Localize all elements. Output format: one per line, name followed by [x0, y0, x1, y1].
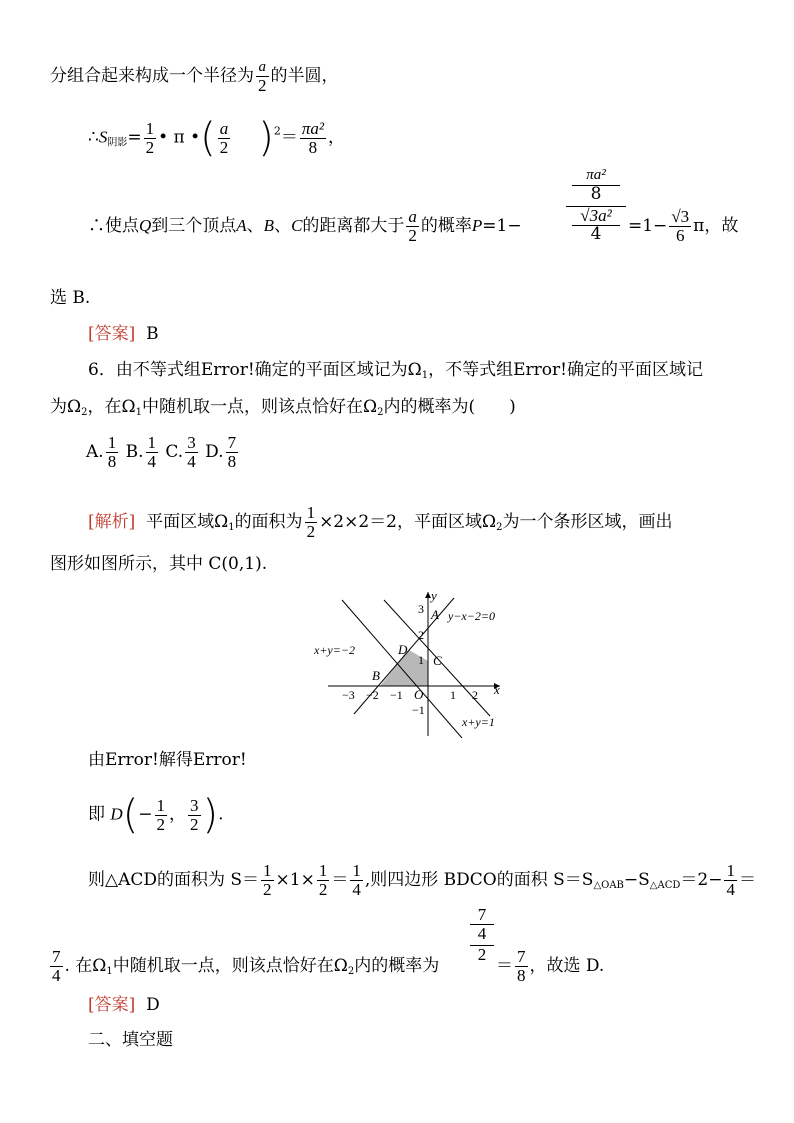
choose-line: 选 B.: [50, 288, 91, 308]
option-c[interactable]: C. $\frac{3}{4}$: [165, 433, 196, 471]
line-x-y-neg2: [342, 600, 462, 738]
probability-line-end: =1− $\frac{√3}{6}$ π，故: [628, 207, 739, 245]
analysis-line2: 图形如图所示，其中 C(0,1).: [50, 554, 268, 574]
area-line: 则△ACD的面积为 S＝ $\frac{1}{2}$ ×1× $\frac{1}{2}$ ＝ $\frac{1}{4}$ ,则四边形 BDCO的面积 $S=S_{\triangle OAB}-S_{\triangle ACD}=2-$ $\frac{1}{4}$ ＝: [88, 861, 756, 899]
var: B: [263, 215, 275, 235]
point-d-line: 即 D(− $\frac{1}{2}$ ， $\frac{3}{2}$ ).: [88, 792, 224, 838]
section-heading: 二、填空题: [88, 1030, 173, 1050]
var: C: [291, 215, 303, 235]
text: 分组合起来构成一个半径为: [50, 65, 254, 86]
point-d: D: [398, 642, 408, 657]
answer-value: B: [146, 324, 159, 344]
text: =1−: [482, 215, 522, 236]
analysis-label: [解析]: [88, 511, 136, 532]
x-tick: 1: [450, 688, 456, 702]
fraction: $\frac{a}{2}$: [258, 59, 267, 95]
therefore: ∴: [88, 127, 99, 148]
paren: ): [258, 115, 274, 161]
x-tick: −3: [342, 688, 355, 702]
point-a: A: [431, 607, 439, 622]
option-d[interactable]: D. $\frac{7}{8}$: [205, 433, 237, 471]
sup: 2: [273, 124, 281, 138]
label-line-c: x+y=1: [462, 715, 495, 729]
point-o: O: [414, 687, 424, 702]
text: 到三个顶点: [151, 215, 237, 236]
axis-y-label: y: [431, 588, 437, 603]
var: Q: [139, 215, 152, 235]
x-tick: 2: [472, 688, 478, 702]
fraction: $\frac{a}{2}$: [408, 207, 417, 245]
point-c: C: [433, 653, 442, 668]
q6-line2: 为$\Omega_2$，在$\Omega_1$中随机取一点，则该点恰好在$\Omega_2$内的概率为( ): [50, 397, 516, 418]
answer-line-2: [88, 997, 160, 1014]
axis-x-label: x: [494, 682, 500, 697]
fraction-a-2: $\frac{a}{2}$: [219, 118, 229, 157]
eq: =: [127, 127, 142, 148]
answer-label: [答案]: [88, 324, 136, 344]
q6-line1: 6．由不等式组Error!确定的平面区域记为$\Omega_1$，不等式组Error!确定的平面区域记: [88, 360, 703, 381]
solve-line: 由Error!解得Error!: [88, 750, 247, 770]
answer-value: D: [146, 995, 160, 1015]
compound-fraction: πa² 8 √3a² 4: [566, 168, 626, 245]
analysis-line1: [解析] 平面区域$\Omega_1$的面积为 $\frac{1}{2}$ ×2×2＝2，平面区域$\Omega_2$为一个条形区域，画出: [88, 503, 673, 541]
subscript: 阴影: [107, 137, 128, 149]
option-b[interactable]: B. $\frac{1}{4}$: [125, 433, 156, 471]
text: • π •: [158, 127, 201, 148]
final-line: $\frac{7}{4}$ . 在$\Omega_1$中随机取一点，则该点恰好在$\Omega_2$内的概率为: [52, 947, 440, 985]
area-formula: $\therefore S_{阴影}=$ $\frac{1}{2}$ • π •( $\frac{a}{2}$ )$^2$＝ $\frac{\text{πa²}}{8}$ ，: [88, 115, 345, 161]
option-a[interactable]: A. $\frac{1}{8}$: [86, 433, 117, 471]
q6-options: [86, 434, 240, 471]
y-tick: −1: [412, 703, 425, 717]
var: A: [236, 215, 247, 235]
var-s: S: [98, 127, 108, 147]
y-tick: 3: [418, 602, 424, 616]
final-compound-fraction: 7 4 2: [470, 906, 494, 964]
region-diagram: [314, 588, 534, 738]
paren: (: [200, 115, 216, 161]
x-tick: −2: [366, 688, 379, 702]
point-b: B: [372, 668, 380, 683]
var: P: [471, 215, 483, 235]
fraction-r3-6: $\frac{√3}{6}$: [671, 207, 690, 245]
x-tick: −1: [390, 688, 403, 702]
probability-line: ∴使点Q到三个顶点A、B、C的距离都大于 $\frac{a}{2}$ 的概率P=1−: [88, 207, 522, 245]
answer-line-1: [88, 326, 159, 343]
text-line-1: [50, 60, 339, 95]
fraction-result: $\frac{\text{πa²}}{8}$: [301, 118, 324, 157]
fraction-half: $\frac{1}{2}$: [145, 118, 155, 157]
text: ∴使点: [88, 215, 139, 236]
text: 的距离都大于: [302, 215, 405, 236]
final-line-end: ＝ $\frac{7}{8}$ ，故选 D.: [496, 947, 605, 985]
label-line-a: y−x−2=0: [448, 609, 495, 623]
y-tick: 2: [418, 628, 424, 642]
answer-label: [答案]: [88, 995, 136, 1015]
text: 的半圆，: [270, 65, 339, 86]
label-line-b: x+y=−2: [314, 643, 355, 657]
text: ，: [327, 127, 345, 148]
text: 的概率: [420, 215, 472, 236]
y-tick: 1: [418, 653, 424, 667]
